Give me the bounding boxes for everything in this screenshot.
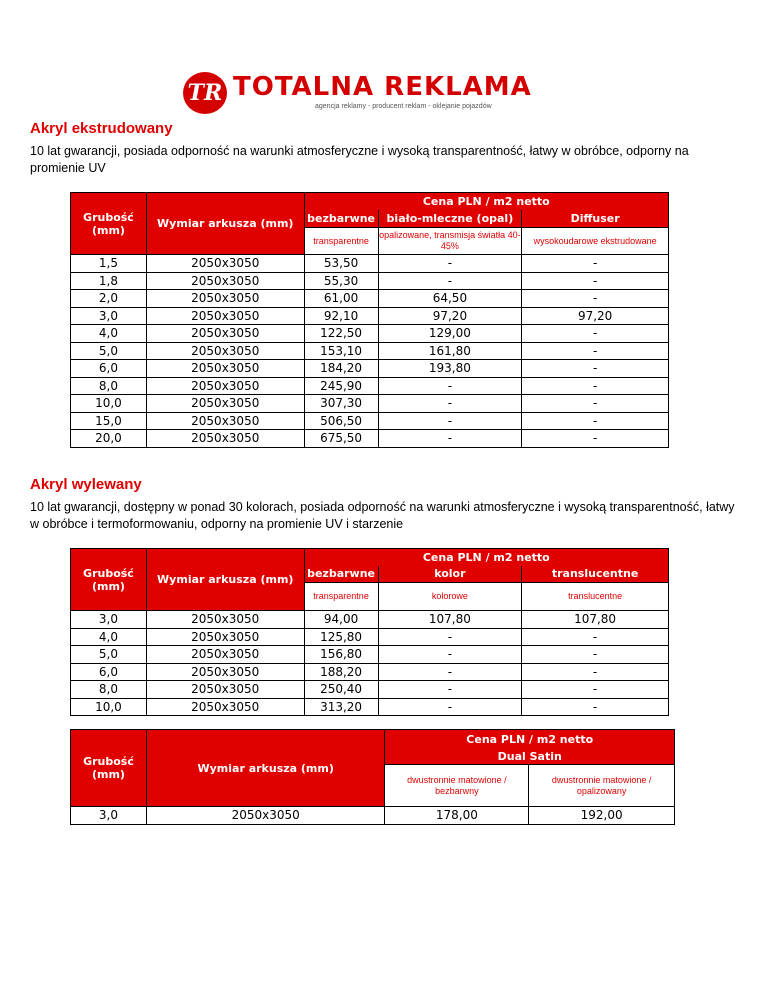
table-cell: 2050x3050 [146,360,304,378]
table-cell: 61,00 [304,290,378,308]
table-cell: 2050x3050 [146,628,304,646]
table-cell: - [378,646,522,664]
table-cell: 250,40 [304,681,378,699]
subheader-1: transparentne [304,228,378,255]
header-col-diffuser: Diffuser [570,211,620,225]
table-cell: 2050x3050 [146,307,304,325]
table-cell: 10,0 [71,395,147,413]
table-cell: 8,0 [71,377,147,395]
table-cell: 2050x3050 [146,272,304,290]
table-cell: 2050x3050 [146,395,304,413]
table-cell: - [522,646,669,664]
subheader-1: transparentne [304,583,378,611]
table-cell: - [522,360,669,378]
header-size: Wymiar arkusza (mm) [157,217,294,230]
table-cell: 64,50 [378,290,522,308]
header-col-bezbarwne: bezbarwne [307,567,376,581]
table-row [71,325,669,343]
table-cell: 2050x3050 [146,698,304,716]
table-row [71,377,669,395]
table-cell: 5,0 [71,646,147,664]
header-size: Wymiar arkusza (mm) [197,761,334,775]
table-cell: 2050x3050 [146,430,304,448]
subheader-3: wysokoudarowe ekstrudowane [522,228,669,255]
table-row [71,663,669,681]
table-row [71,342,669,360]
table-cell: - [378,412,522,430]
table-cell: 97,20 [378,307,522,325]
table-cell: 193,80 [378,360,522,378]
table-cell: 188,20 [304,663,378,681]
header-col-opal: biało-mleczne (opal) [386,211,514,225]
header-col-kolor: kolor [434,567,466,581]
subheader-2: dwustronnie matowione / opalizowany [529,765,675,807]
subheader-2: kolorowe [378,583,522,611]
table-row [71,307,669,325]
header-thickness: Grubość (mm) [83,566,134,593]
header-size: Wymiar arkusza (mm) [157,573,294,586]
table-cell: 156,80 [304,646,378,664]
table-cell: - [378,430,522,448]
table-cell: 2050x3050 [146,646,304,664]
table-cell: 307,30 [304,395,378,413]
table-cell: - [378,272,522,290]
table-cell: 2050x3050 [146,611,304,629]
table-cell: 6,0 [71,663,147,681]
table-cell: 313,20 [304,698,378,716]
table-row [71,272,669,290]
brand-logo [183,72,543,114]
header-dual-satin: Dual Satin [497,749,562,763]
table-cell: 107,80 [378,611,522,629]
table-cell: 2050x3050 [146,412,304,430]
subheader-1: dwustronnie matowione / bezbarwny [385,765,529,807]
header-price: Cena PLN / m2 netto [422,194,550,208]
table-cell: 675,50 [304,430,378,448]
table-cell: - [522,377,669,395]
table-cell: 4,0 [71,628,147,646]
table-cell: 129,00 [378,325,522,343]
table-cell: - [522,628,669,646]
table-cell: 2050x3050 [146,663,304,681]
table-row [71,628,669,646]
table-row [71,698,669,716]
table-cell: - [522,342,669,360]
table-cell: 3,0 [71,307,147,325]
table-cell: - [378,395,522,413]
table-cell: 107,80 [522,611,669,629]
table-row [71,681,669,699]
table-row [71,360,669,378]
table-cell: 192,00 [529,807,675,825]
header-price: Cena PLN / m2 netto [466,732,594,746]
table-cell: 178,00 [385,807,529,825]
table-cell: 3,0 [71,807,147,825]
table-cell: 1,5 [71,255,147,273]
table-cell: 53,50 [304,255,378,273]
section2-title: Akryl wylewany [30,476,142,493]
table-row [71,290,669,308]
table-row [71,611,669,629]
table-cell: 97,20 [522,307,669,325]
header-price: Cena PLN / m2 netto [422,550,550,564]
section2-description: 10 lat gwarancji, dostępny w ponad 30 kolorach, posiada odporność na warunki atmosferyczne i wysoką transparentność, łatwy w obróbce i termoformowaniu, odporny na promienie UV i starzenie [30,500,735,531]
table-cell: 153,10 [304,342,378,360]
table-cell: 92,10 [304,307,378,325]
table-cell: 55,30 [304,272,378,290]
table-cell: 2050x3050 [146,342,304,360]
table-cell: 2050x3050 [146,681,304,699]
table-cell: 184,20 [304,360,378,378]
table-cell: 2050x3050 [146,807,385,825]
table-cell: 2050x3050 [146,290,304,308]
logo-tagline: agencja reklamy - producent reklam - oklejanie pojazdów [315,103,492,110]
table-row [71,646,669,664]
table-cell: 122,50 [304,325,378,343]
price-table-cast [70,548,669,716]
table-cell: 2,0 [71,290,147,308]
header-thickness: Grubość (mm) [83,755,134,781]
table-cell: - [522,325,669,343]
header-col-bezbarwne: bezbarwne [307,211,376,225]
table-cell: - [522,412,669,430]
table-cell: - [522,395,669,413]
table-cell: 245,90 [304,377,378,395]
table-cell: 2050x3050 [146,377,304,395]
table-cell: - [378,255,522,273]
table-cell: 1,8 [71,272,147,290]
table-cell: - [522,681,669,699]
header-thickness: Grubość (mm) [83,210,134,237]
logo-name: TOTALNA REKLAMA [233,72,532,102]
table-cell: 10,0 [71,698,147,716]
table-cell: - [378,628,522,646]
table-cell: - [522,290,669,308]
table-cell: - [378,698,522,716]
price-table-dual-satin [70,729,675,825]
table-row [71,395,669,413]
table-cell: 506,50 [304,412,378,430]
table-row [71,255,669,273]
table-row [71,430,669,448]
header-col-translucentne: translucentne [551,567,639,581]
table-cell: 94,00 [304,611,378,629]
table-cell: 2050x3050 [146,255,304,273]
logo-mark-icon: TR [183,72,227,114]
table-cell: - [522,663,669,681]
table-cell: - [378,663,522,681]
table-cell: - [378,377,522,395]
subheader-2: opalizowane, transmisja światła 40-45% [378,228,522,255]
table-cell: 4,0 [71,325,147,343]
table-row [71,807,675,825]
table-cell: 3,0 [71,611,147,629]
table-cell: 5,0 [71,342,147,360]
table-cell: 161,80 [378,342,522,360]
section1-description: 10 lat gwarancji, posiada odporność na warunki atmosferyczne i wysoką transparentność, łatwy w obróbce, odporny na promienie UV [30,144,689,175]
table-cell: - [522,698,669,716]
table-cell: - [378,681,522,699]
price-table-extruded [70,192,669,448]
subheader-3: translucentne [522,583,669,611]
table-cell: 125,80 [304,628,378,646]
table-cell: 20,0 [71,430,147,448]
table-cell: - [522,272,669,290]
table-cell: - [522,255,669,273]
table-cell: 15,0 [71,412,147,430]
table-cell: 8,0 [71,681,147,699]
table-cell: 2050x3050 [146,325,304,343]
section1-title: Akryl ekstrudowany [30,120,173,137]
table-cell: - [522,430,669,448]
table-cell: 6,0 [71,360,147,378]
table-row [71,412,669,430]
